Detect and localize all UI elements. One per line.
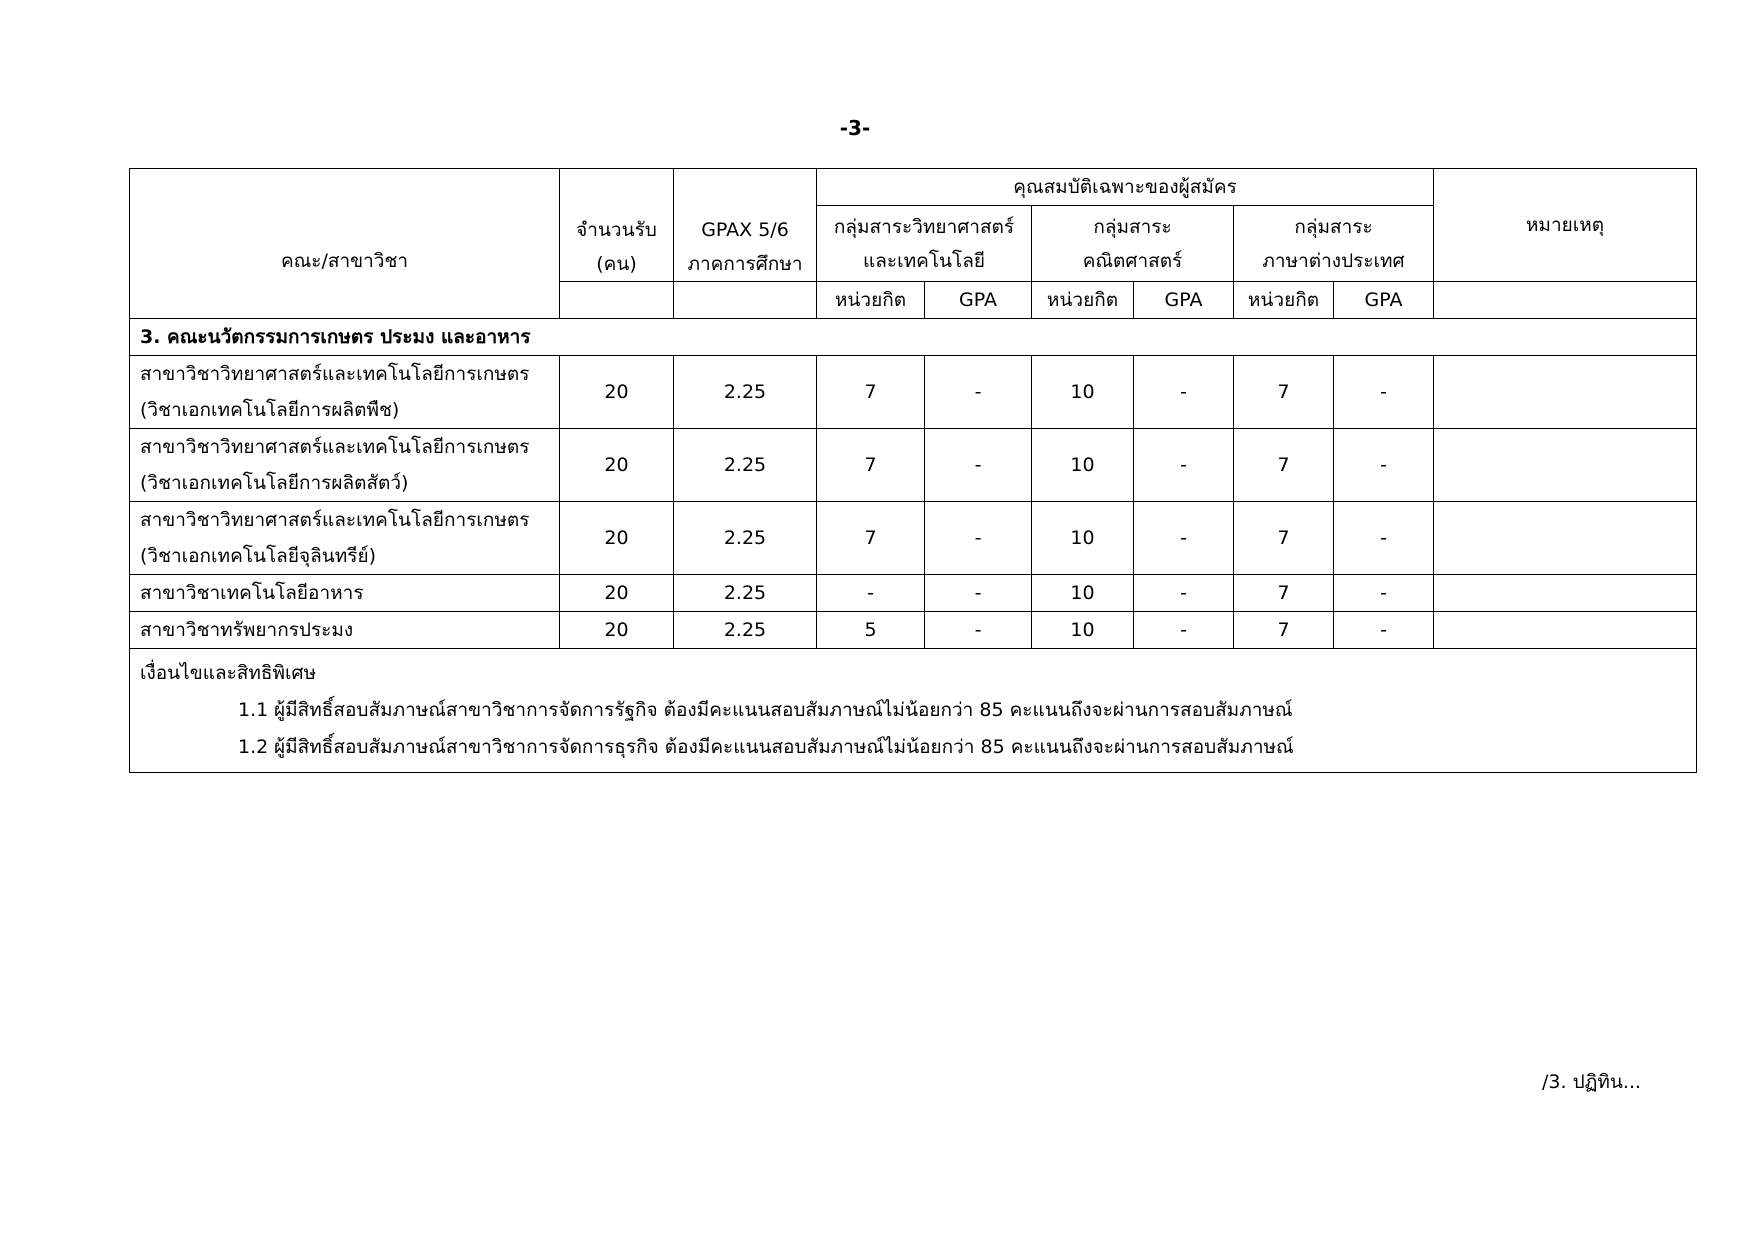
for-gpa-cell: - (1334, 575, 1434, 612)
sci-gpa-header: GPA (925, 282, 1032, 319)
conditions-cell (130, 649, 1697, 773)
sci-credits-cell: 7 (817, 429, 925, 502)
gpax-cell: 2.25 (674, 575, 817, 612)
gpax-cell: 2.25 (674, 429, 817, 502)
condition-text: ผู้มีสิทธิ์สอบสัมภาษณ์สาขาวิชาการจัดการรัฐกิจ ต้องมีคะแนนสอบสัมภาษณ์ไม่น้อยกว่า 85 คะแนนถึงจะผ่านการสอบสัมภาษณ์ (274, 699, 1293, 721)
math-credits-cell: 10 (1032, 612, 1134, 649)
for-gpa-cell: - (1334, 356, 1434, 429)
faculty-header: คณะ/สาขาวิชา (130, 169, 560, 319)
science-group-header: กลุ่มสาระวิทยาศาสตร์ และเทคโนโลยี (817, 206, 1032, 282)
qualifications-header: คุณสมบัติเฉพาะของผู้สมัคร (817, 169, 1434, 206)
gpax-cell: 2.25 (674, 356, 817, 429)
quota-cell: 20 (560, 429, 674, 502)
math-credits-cell: 10 (1032, 429, 1134, 502)
math-credits-cell: 10 (1032, 502, 1134, 575)
quota-cell: 20 (560, 502, 674, 575)
next-page-note: /3. ปฏิทิน... (1542, 1071, 1642, 1093)
gpax-header-blank (674, 282, 817, 319)
sci-credits-header: หน่วยกิต (817, 282, 925, 319)
for-credits-cell: 7 (1234, 612, 1334, 649)
for-gpa-cell: - (1334, 502, 1434, 575)
remarks-cell (1434, 356, 1697, 429)
math-gpa-cell: - (1134, 356, 1234, 429)
sci-credits-cell: 7 (817, 502, 925, 575)
gpax-cell: 2.25 (674, 502, 817, 575)
table-row (130, 575, 1697, 612)
for-credits-cell: 7 (1234, 356, 1334, 429)
program-name: สาขาวิชาวิทยาศาสตร์และเทคโนโลยีการเกษตร (วิชาเอกเทคโนโลยีการผลิตพืช) (130, 356, 560, 429)
remarks-cell (1434, 612, 1697, 649)
program-name: สาขาวิชาวิทยาศาสตร์และเทคโนโลยีการเกษตร (วิชาเอกเทคโนโลยีจุลินทรีย์) (130, 502, 560, 575)
remarks-header-blank (1434, 282, 1697, 319)
gpax-header: GPAX 5/6 ภาคการศึกษา (674, 169, 817, 282)
program-name: สาขาวิชาวิทยาศาสตร์และเทคโนโลยีการเกษตร (วิชาเอกเทคโนโลยีการผลิตสัตว์) (130, 429, 560, 502)
condition-item (140, 729, 1686, 766)
sci-credits-cell: - (817, 575, 925, 612)
quota-header: จำนวนรับ (คน) (560, 169, 674, 282)
math-gpa-cell: - (1134, 575, 1234, 612)
sci-credits-cell: 7 (817, 356, 925, 429)
for-credits-cell: 7 (1234, 575, 1334, 612)
math-gpa-cell: - (1134, 612, 1234, 649)
page-number: -3- (839, 116, 871, 140)
for-credits-cell: 7 (1234, 429, 1334, 502)
quota-cell: 20 (560, 612, 674, 649)
math-gpa-cell: - (1134, 502, 1234, 575)
table-row (130, 356, 1697, 429)
condition-number: 1.1 (238, 699, 269, 721)
conditions-title: เงื่อนไขและสิทธิพิเศษ (140, 662, 317, 684)
remarks-cell (1434, 575, 1697, 612)
remarks-header: หมายเหตุ (1434, 169, 1697, 282)
math-credits-header: หน่วยกิต (1032, 282, 1134, 319)
quota-cell: 20 (560, 356, 674, 429)
sci-gpa-cell: - (925, 502, 1032, 575)
quota-cell: 20 (560, 575, 674, 612)
section-row (130, 319, 1697, 356)
admission-table (129, 168, 1697, 773)
condition-number: 1.2 (238, 736, 269, 758)
sci-gpa-cell: - (925, 575, 1032, 612)
sci-gpa-cell: - (925, 429, 1032, 502)
table-row (130, 429, 1697, 502)
sci-gpa-cell: - (925, 612, 1032, 649)
remarks-cell (1434, 502, 1697, 575)
for-gpa-cell: - (1334, 612, 1434, 649)
sci-credits-cell: 5 (817, 612, 925, 649)
program-name: สาขาวิชาทรัพยากรประมง (130, 612, 560, 649)
section-title: 3. คณะนวัตกรรมการเกษตร ประมง และอาหาร (130, 319, 1697, 356)
math-gpa-cell: - (1134, 429, 1234, 502)
for-gpa-cell: - (1334, 429, 1434, 502)
gpax-cell: 2.25 (674, 612, 817, 649)
table-row (130, 502, 1697, 575)
math-credits-cell: 10 (1032, 575, 1134, 612)
for-gpa-header: GPA (1334, 282, 1434, 319)
condition-item (140, 692, 1686, 729)
for-credits-cell: 7 (1234, 502, 1334, 575)
conditions-row (130, 649, 1697, 773)
header-row-1 (130, 169, 1697, 206)
condition-text: ผู้มีสิทธิ์สอบสัมภาษณ์สาขาวิชาการจัดการธุรกิจ ต้องมีคะแนนสอบสัมภาษณ์ไม่น้อยกว่า 85 คะแนนถึงจะผ่านการสอบสัมภาษณ์ (274, 736, 1294, 758)
remarks-cell (1434, 429, 1697, 502)
table-row (130, 612, 1697, 649)
math-group-header: กลุ่มสาระ คณิตศาสตร์ (1032, 206, 1234, 282)
program-name: สาขาวิชาเทคโนโลยีอาหาร (130, 575, 560, 612)
foreign-group-header: กลุ่มสาระ ภาษาต่างประเทศ (1234, 206, 1434, 282)
sci-gpa-cell: - (925, 356, 1032, 429)
math-credits-cell: 10 (1032, 356, 1134, 429)
for-credits-header: หน่วยกิต (1234, 282, 1334, 319)
math-gpa-header: GPA (1134, 282, 1234, 319)
quota-header-blank (560, 282, 674, 319)
